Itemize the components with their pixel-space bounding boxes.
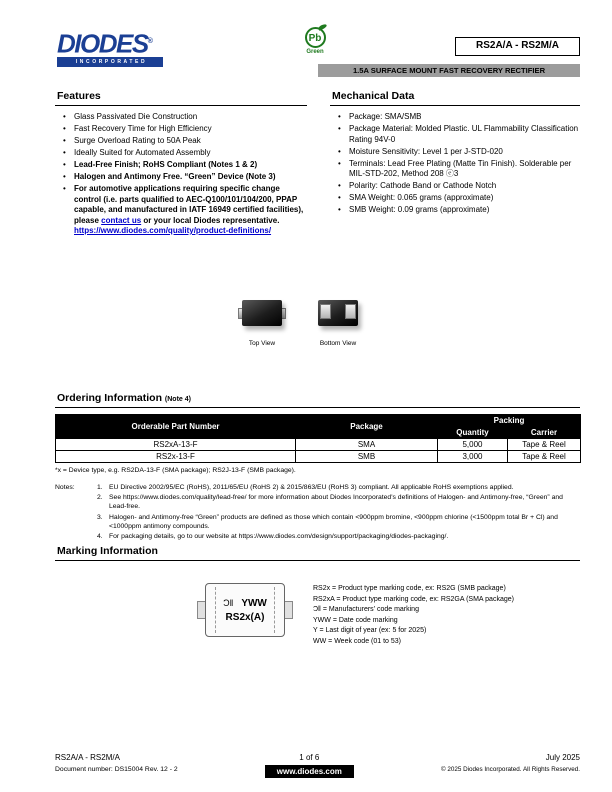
legend-item: WW = Week code (01 to 53) [313,637,401,645]
mechanical-data-section [330,90,580,217]
package-photo-top [238,296,286,330]
bullet-icon [338,159,349,180]
logo-text: DIODES [57,28,148,59]
solder-pad-icon [345,304,356,319]
feature-text-automotive [74,184,307,237]
footer-copyright: © 2025 Diodes Incorporated. All Rights Reserved. [440,766,580,773]
date-code-mark: YWW [241,597,267,609]
mechanical-item [338,181,580,192]
mechanical-item [338,147,580,158]
mechanical-item [338,159,580,180]
footer-date: July 2025 [545,753,580,762]
automotive-text-pre: For automotive applications requiring specific change control (i.e. parts qualified to AEC-Q100/101/104/200, PPAP capable, and manufactured in IATF 16949 certified facilities), please [74,184,304,225]
leaf-icon [317,23,327,30]
pb-free-icon [305,27,326,48]
bullet-icon [338,193,349,204]
mechanical-item [338,205,580,216]
cell-quantity: 5,000 [438,439,508,451]
note-number: 4. [97,533,103,541]
table-row [56,439,581,451]
website-link[interactable]: www.diodes.com [265,765,354,778]
mechanical-text: Moisture Sensitivity: Level 1 per J-STD-020 [349,146,503,156]
ordering-heading [55,392,580,408]
legend-item: Ɔ‖ = Manufacturers' code marking [313,606,419,613]
mechanical-text: SMA Weight: 0.065 grams (approximate) [349,193,494,202]
footer-right [441,753,580,773]
cell-part-number: RS2x-13-F [56,451,296,463]
mechanical-text: Terminals: Lead Free Plating (Matte Tin Finish). Solderable per MIL-STD-202, Method 208 ⓔ3 [349,158,572,178]
package-views [238,296,362,347]
package-body [242,300,282,326]
feature-text: Fast Recovery Time for High Efficiency [74,124,212,133]
package-photo-bottom [314,296,362,330]
bullet-icon [338,112,349,123]
marking-line-1 [223,598,267,609]
package-top-view [238,296,286,347]
logo-wordmark [57,28,163,59]
bullet-icon [338,147,349,158]
footer-left [55,753,178,773]
features-list [55,112,307,237]
feature-item [63,136,307,147]
ordering-table [55,414,581,463]
diodes-logo [57,30,163,67]
notes-block [55,483,580,542]
part-number-box: RS2A/A - RS2M/A [455,37,580,56]
cell-carrier: Tape & Reel [508,451,581,463]
note-text: EU Directive 2002/95/EC (RoHS), 2011/65/EU (RoHS 2) & 2015/863/EU (RoHS 3) compliant. All applicable RoHS exemptions applied. [109,484,514,491]
mechanical-item [338,124,580,145]
mechanical-text: SMB Weight: 0.09 grams (approximate) [349,205,490,214]
notes-label: Notes: [55,484,75,491]
note-number: 2. [97,494,103,502]
bullet-icon [338,124,349,145]
product-title-bar: 1.5A SURFACE MOUNT FAST RECOVERY RECTIFIER [318,64,580,77]
feature-item-automotive [63,184,307,237]
notes-list [97,483,580,542]
note-number: 1. [97,484,103,491]
bullet-icon [338,205,349,216]
ordering-heading-text: Ordering Information [57,392,162,404]
bullet-icon [63,136,74,147]
legend-item: Y = Last digit of year (ex: 5 for 2025) [313,627,427,634]
note-item [97,532,580,541]
note-item [97,513,580,531]
registered-mark-icon: ® [147,38,152,45]
marking-package-body [205,583,285,637]
bullet-icon [63,172,74,183]
logo-incorporated-bar: INCORPORATED [57,57,163,67]
mechanical-text: Polarity: Cathode Band or Cathode Notch [349,181,497,190]
cell-part-number: RS2xA-13-F [56,439,296,451]
feature-item [63,148,307,159]
cell-package: SMA [296,439,438,451]
legend-item: RS2xA = Product type marking code, ex: RS2GA (SMA package) [313,595,514,603]
column-header-packing: Packing [438,415,581,427]
bullet-icon [63,148,74,159]
feature-text: Glass Passivated Die Construction [74,112,198,121]
feature-text: Lead-Free Finish; RoHS Compliant (Notes 1 & 2) [74,160,258,169]
feature-item [63,124,307,135]
bullet-icon [338,181,349,192]
contact-us-link[interactable]: contact us [101,215,142,225]
bullet-icon [63,184,74,237]
features-section [55,90,307,238]
cell-carrier: Tape & Reel [508,439,581,451]
mechanical-item [338,193,580,204]
column-header-package: Package [296,415,438,439]
table-row [56,451,581,463]
note-item [97,483,580,492]
bullet-icon [63,160,74,171]
feature-item [63,172,307,183]
table-footnote: *x = Device type, e.g. RS2DA-13-F (SMA package); RS2J-13-F (SMB package). [55,467,296,474]
marking-line-2: RS2x(A) [225,611,265,623]
page-number: 1 of 6 [299,753,320,762]
note-number: 3. [97,513,103,521]
feature-text: Ideally Suited for Automated Assembly [74,148,211,157]
note-text: See https://www.diodes.com/quality/lead-free/ for more information about Diodes Incorporated's definitions of Halogen- and Antimony-free, “Green” and Lead-free. [109,494,563,511]
mechanical-list [330,112,580,216]
feature-item [63,112,307,123]
marking-heading: Marking Information [55,545,580,561]
marking-section [55,545,580,647]
lead-icon [284,601,293,619]
marking-legend [313,584,514,647]
ordering-section [55,392,580,542]
cell-package: SMB [296,451,438,463]
mechanical-text: Package Material: Molded Plastic. UL Flammability Classification Rating 94V-0 [349,124,579,144]
mechanical-heading: Mechanical Data [330,90,580,106]
bottom-view-label: Bottom View [319,340,357,347]
solder-pad-icon [320,304,331,319]
note-item [97,493,580,511]
feature-item [63,160,307,171]
page-footer [55,753,580,778]
bullet-icon [63,124,74,135]
ordering-note-ref: (Note 4) [164,396,191,403]
pb-free-badge [299,27,331,55]
column-header-quantity: Quantity [438,427,508,439]
legend-item: YWW = Date code marking [313,616,398,624]
footer-center [265,753,354,778]
marking-diagram [197,583,293,637]
feature-text: Surge Overload Rating to 50A Peak [74,136,201,145]
features-heading: Features [55,90,307,106]
legend-item: RS2x = Product type marking code, ex: RS2G (SMB package) [313,585,506,592]
note-text: Halogen- and Antimony-free “Green” products are defined as those which contain <900ppm bromine, <900ppm chlorine (<1500ppm total Br + Cl) and <1000ppm antimony compounds. [109,513,558,530]
bullet-icon [63,112,74,123]
cell-quantity: 3,000 [438,451,508,463]
column-header-carrier: Carrier [508,427,581,439]
column-header-part: Orderable Part Number [56,415,296,439]
mechanical-item [338,112,580,123]
product-definitions-link[interactable]: https://www.diodes.com/quality/product-definitions/ [74,226,272,235]
green-label: Green [306,49,324,55]
manufacturer-code-mark: Ɔ‖ [223,597,234,608]
feature-text: Halogen and Antimony Free. “Green” Device (Note 3) [74,172,276,181]
mechanical-text: Package: SMA/SMB [349,112,422,121]
top-view-label: Top View [248,340,276,347]
marking-content [55,583,580,647]
footer-doc-number: Document number: DS15004 Rev. 12 - 2 [55,766,178,773]
pb-label: Pb [308,33,322,44]
table-header-row [56,415,581,427]
footer-part-number: RS2A/A - RS2M/A [55,753,120,762]
note-text: For packaging details, go to our website at https://www.diodes.com/design/support/packaging/diodes-packaging/. [109,533,449,541]
automotive-text-post: or your local Diodes representative. [141,215,280,225]
package-bottom-view [314,296,362,347]
